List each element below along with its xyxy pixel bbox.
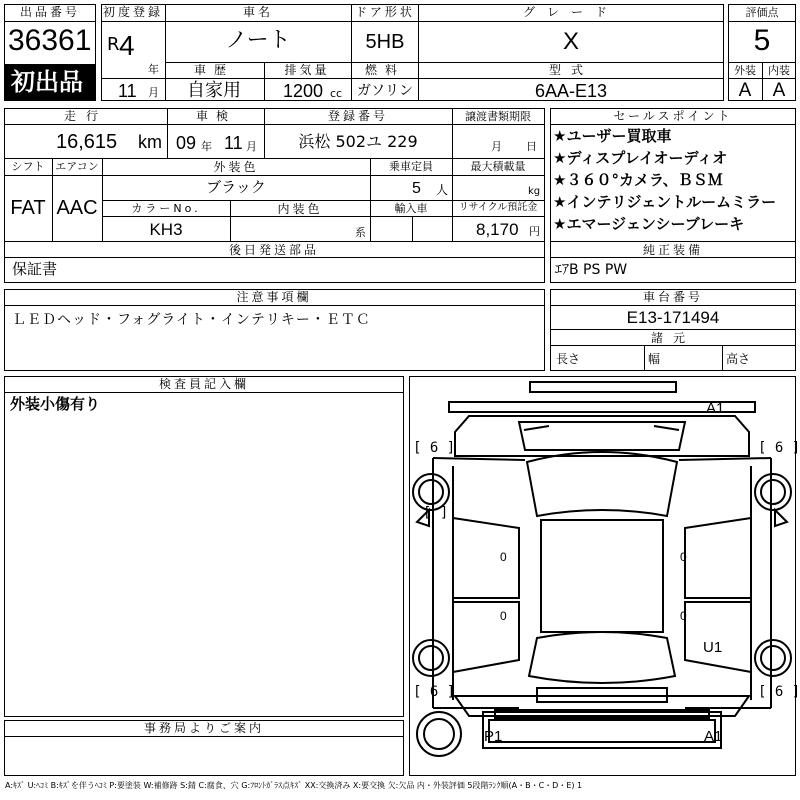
inspector-text: 外装小傷有り [10,395,101,413]
mileage: 16,615 [56,131,118,153]
notes-label: 注意事項欄 [236,290,312,304]
car-name: ノート [225,28,291,53]
disp-label: 排気量 [284,63,330,77]
recycle-label: リサイクル預託金 [458,202,538,213]
load-unit: kg [528,186,541,197]
zero-mark: 0 [680,550,687,564]
legend: A:ｷｽﾞ U:ﾍｺﾐ B:ｷｽﾞを伴うﾍｺﾐ P:要塗装 W:補修跡 S:錆 C:腐食、穴 G:ﾌﾛﾝﾄｶﾞﾗｽ点ｷｽﾞ XX:交換済み X:要交換 欠:欠品 内・外装評価 5段階ﾗﾝｸ順(A・B・C・D・E) 1 [5,781,583,790]
insp-year-unit: 年 [201,140,212,153]
zero-mark: 0 [680,609,687,623]
sales-point: ★ディスプレイオーディオ [553,149,728,167]
plate-label: 登録番号 [327,109,389,123]
score: 5 [753,24,771,57]
grade-label: グレード [522,5,620,19]
capacity: 5 [412,180,421,197]
genuine-label: 純正装備 [642,243,704,257]
chassis-number: E13-171494 [626,308,720,327]
ac-label: エアコン [55,160,99,173]
mileage-unit: km [138,132,162,152]
inspector-box [4,376,404,717]
sales-point: ★インテリジェントルームミラー [553,193,777,211]
sales-point: ★エマージェンシーブレーキ [553,215,745,233]
later-label: 後日発送部品 [228,243,320,257]
p1-mark: P1 [484,728,503,745]
interior-label: 内装色 [277,202,323,216]
inspection-label: 車検 [195,109,237,123]
color-label: 外装色 [213,160,259,174]
capacity-label: 乗車定員 [389,160,433,173]
chassis-label: 車台番号 [642,290,704,304]
capacity-unit: 人 [436,183,449,197]
u1-mark: U1 [703,639,723,656]
car-body-diagram [409,376,796,776]
sales-point: ★３６０°カメラ、ＢＳＭ [553,171,723,189]
import-label: 輸入車 [394,202,428,215]
reg-month: 11 [118,81,137,101]
history-label: 車歴 [193,63,235,77]
spare-tire: [ ] [423,505,449,521]
fuel-label: 燃料 [364,63,406,77]
notes-text: ＬＥＤヘッド・フォグライト・インテリキー・ＥＴＣ [12,312,371,328]
reg-year: 4 [119,30,135,61]
mileage-label: 走行 [63,109,109,123]
transfer-label: 譲渡書類期限 [465,110,531,123]
tire-fr: [ 6 ] [758,440,800,456]
model: 6AA-E13 [534,81,608,101]
grade: X [562,28,580,55]
lot-label: 出品番号 [19,5,81,19]
insp-year: 09 [176,133,197,153]
era: R [107,34,120,55]
a1-bottom-mark: A1 [704,728,723,745]
dim-height: 高さ [726,352,751,366]
transfer-month-unit: 月 [491,140,502,153]
zero-mark: 0 [500,550,507,564]
lot-number: 36361 [8,24,92,57]
sales-label: セールスポイント [613,109,733,123]
ext-grade: A [738,80,752,101]
a1-top-mark: A1 [706,400,725,417]
car-name-label: 車名 [242,5,274,19]
history: 自家用 [187,80,241,101]
door: 5HB [365,31,405,53]
disp: 1200 [283,81,324,101]
sales-point: ★ユーザー買取車 [553,127,672,145]
first-listing-text: 初出品 [11,68,83,96]
month-unit: 月 [148,86,159,99]
color: ブラック [206,178,266,196]
sales-points [553,129,776,239]
fuel: ガソリン [357,83,413,99]
insp-month-unit: 月 [246,140,257,153]
year-unit: 年 [148,63,159,76]
shift: FAT [10,197,46,219]
model-label: 型式 [548,63,594,77]
ext-label: 外装 [734,64,756,77]
office-label: 事務局よりご案内 [143,721,265,735]
shift-label: シフト [11,160,45,173]
disp-unit: cc [330,87,343,100]
tire-fl: [ 6 ] [413,440,456,456]
dims-label: 諸元 [650,331,696,345]
transfer-day-unit: 日 [526,140,537,153]
later: 保証書 [12,260,58,278]
int-grade: A [772,80,786,101]
plate: 浜松 502ユ 229 [298,132,418,151]
dim-length: 長さ [556,352,581,366]
recycle: 8,170 [476,220,519,239]
genuine: ｴｱB PS PW [555,262,628,278]
tire-rl: [ 6 ] [413,684,456,700]
inspector-label: 検査員記入欄 [158,377,250,391]
door-label: ドア形状 [355,5,415,19]
tire-rr: [ 6 ] [758,684,800,700]
int-label: 内装 [768,64,790,77]
reg-label: 初度登録 [102,5,164,19]
insp-month: 11 [224,133,243,153]
color-no: KH3 [149,220,183,239]
score-label: 評価点 [745,6,779,19]
zero-mark: 0 [500,609,507,623]
interior-unit: 系 [355,226,366,239]
dim-width: 幅 [648,352,661,366]
ac: AAC [56,197,98,219]
recycle-unit: 円 [529,225,540,238]
color-no-label: カラーNo. [131,202,201,215]
load-label: 最大積載量 [470,160,526,173]
